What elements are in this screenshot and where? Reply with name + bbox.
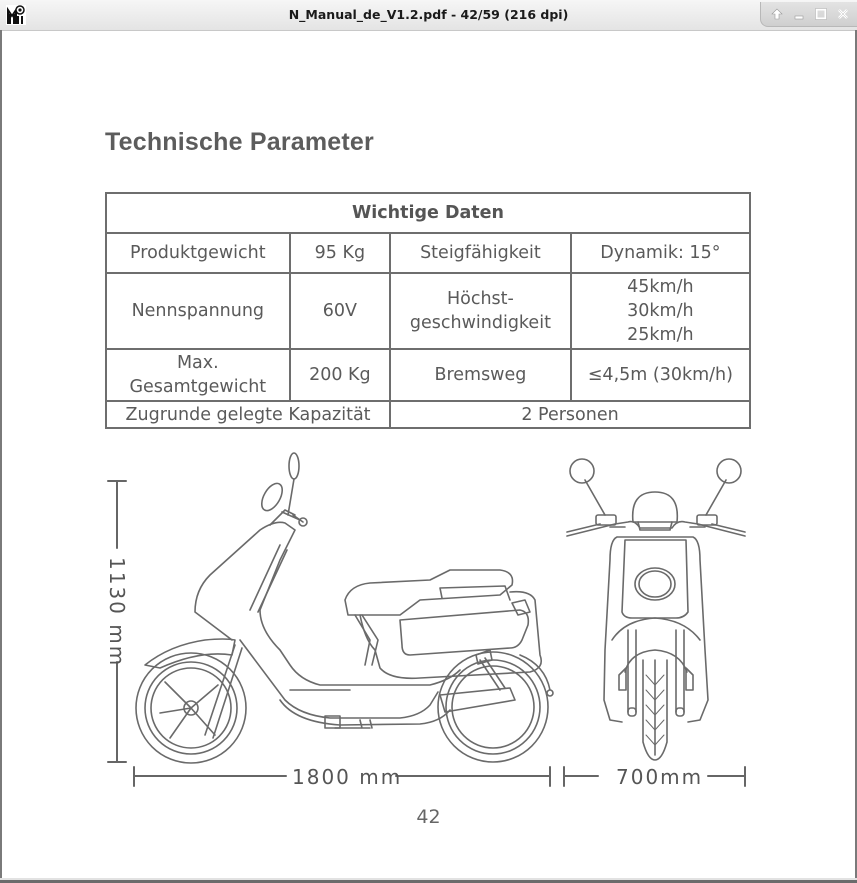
window-title: N_Manual_de_V1.2.pdf - 42/59 (216 dpi): [288, 7, 569, 22]
table-row: [106, 401, 750, 428]
table-row: [106, 349, 750, 401]
spec-table: [105, 192, 751, 429]
arrow-up-icon: [769, 6, 785, 22]
scooter-side-view: [136, 453, 553, 763]
speed-value: 30km/h: [627, 301, 694, 321]
width-label: 700mm: [616, 765, 704, 789]
minimize-button[interactable]: [791, 6, 807, 22]
table-row: [106, 273, 750, 349]
speed-value: 45km/h: [627, 277, 694, 297]
cell-label: [390, 273, 571, 349]
close-button[interactable]: [835, 6, 851, 22]
cell-label-line: Gesamtgewicht: [129, 377, 267, 397]
height-label: 1130 mm: [105, 557, 129, 668]
scooter-dimension-drawing: [0, 440, 857, 800]
cell-value: 60V: [290, 273, 390, 349]
cell-label: [106, 349, 290, 401]
cell-value: [571, 273, 750, 349]
window-frame-bottom: [0, 878, 857, 883]
cell-label: Zugrunde gelegte Kapazität: [106, 401, 390, 428]
cell-value: 200 Kg: [290, 349, 390, 401]
speed-value: 25km/h: [627, 325, 694, 345]
scooter-front-view: [567, 459, 745, 760]
page-number: 42: [416, 806, 441, 828]
cell-label: Produktgewicht: [106, 233, 290, 273]
page-heading: Technische Parameter: [105, 128, 374, 156]
window-titlebar: [0, 0, 857, 31]
cell-label: Steigfähigkeit: [390, 233, 571, 273]
cell-value: ≤4,5m (30km/h): [571, 349, 750, 401]
close-icon: [835, 6, 851, 22]
cell-label-line: geschwindigkeit: [409, 313, 551, 333]
cell-value: Dynamik: 15°: [571, 233, 750, 273]
length-label: 1800 mm: [292, 765, 403, 789]
cell-label: Bremsweg: [390, 349, 571, 401]
maximize-button[interactable]: [813, 6, 829, 22]
cell-label-line: Höchst-: [446, 289, 514, 309]
cell-label: Nennspannung: [106, 273, 290, 349]
window-up-button[interactable]: [769, 6, 785, 22]
maximize-icon: [813, 6, 829, 22]
window-controls: [760, 2, 857, 27]
table-header: Wichtige Daten: [106, 193, 750, 233]
cell-label-line: Max.: [176, 353, 219, 373]
table-row: [106, 233, 750, 273]
cell-value: 2 Personen: [390, 401, 750, 428]
cell-value: 95 Kg: [290, 233, 390, 273]
minimize-icon: [791, 6, 807, 22]
